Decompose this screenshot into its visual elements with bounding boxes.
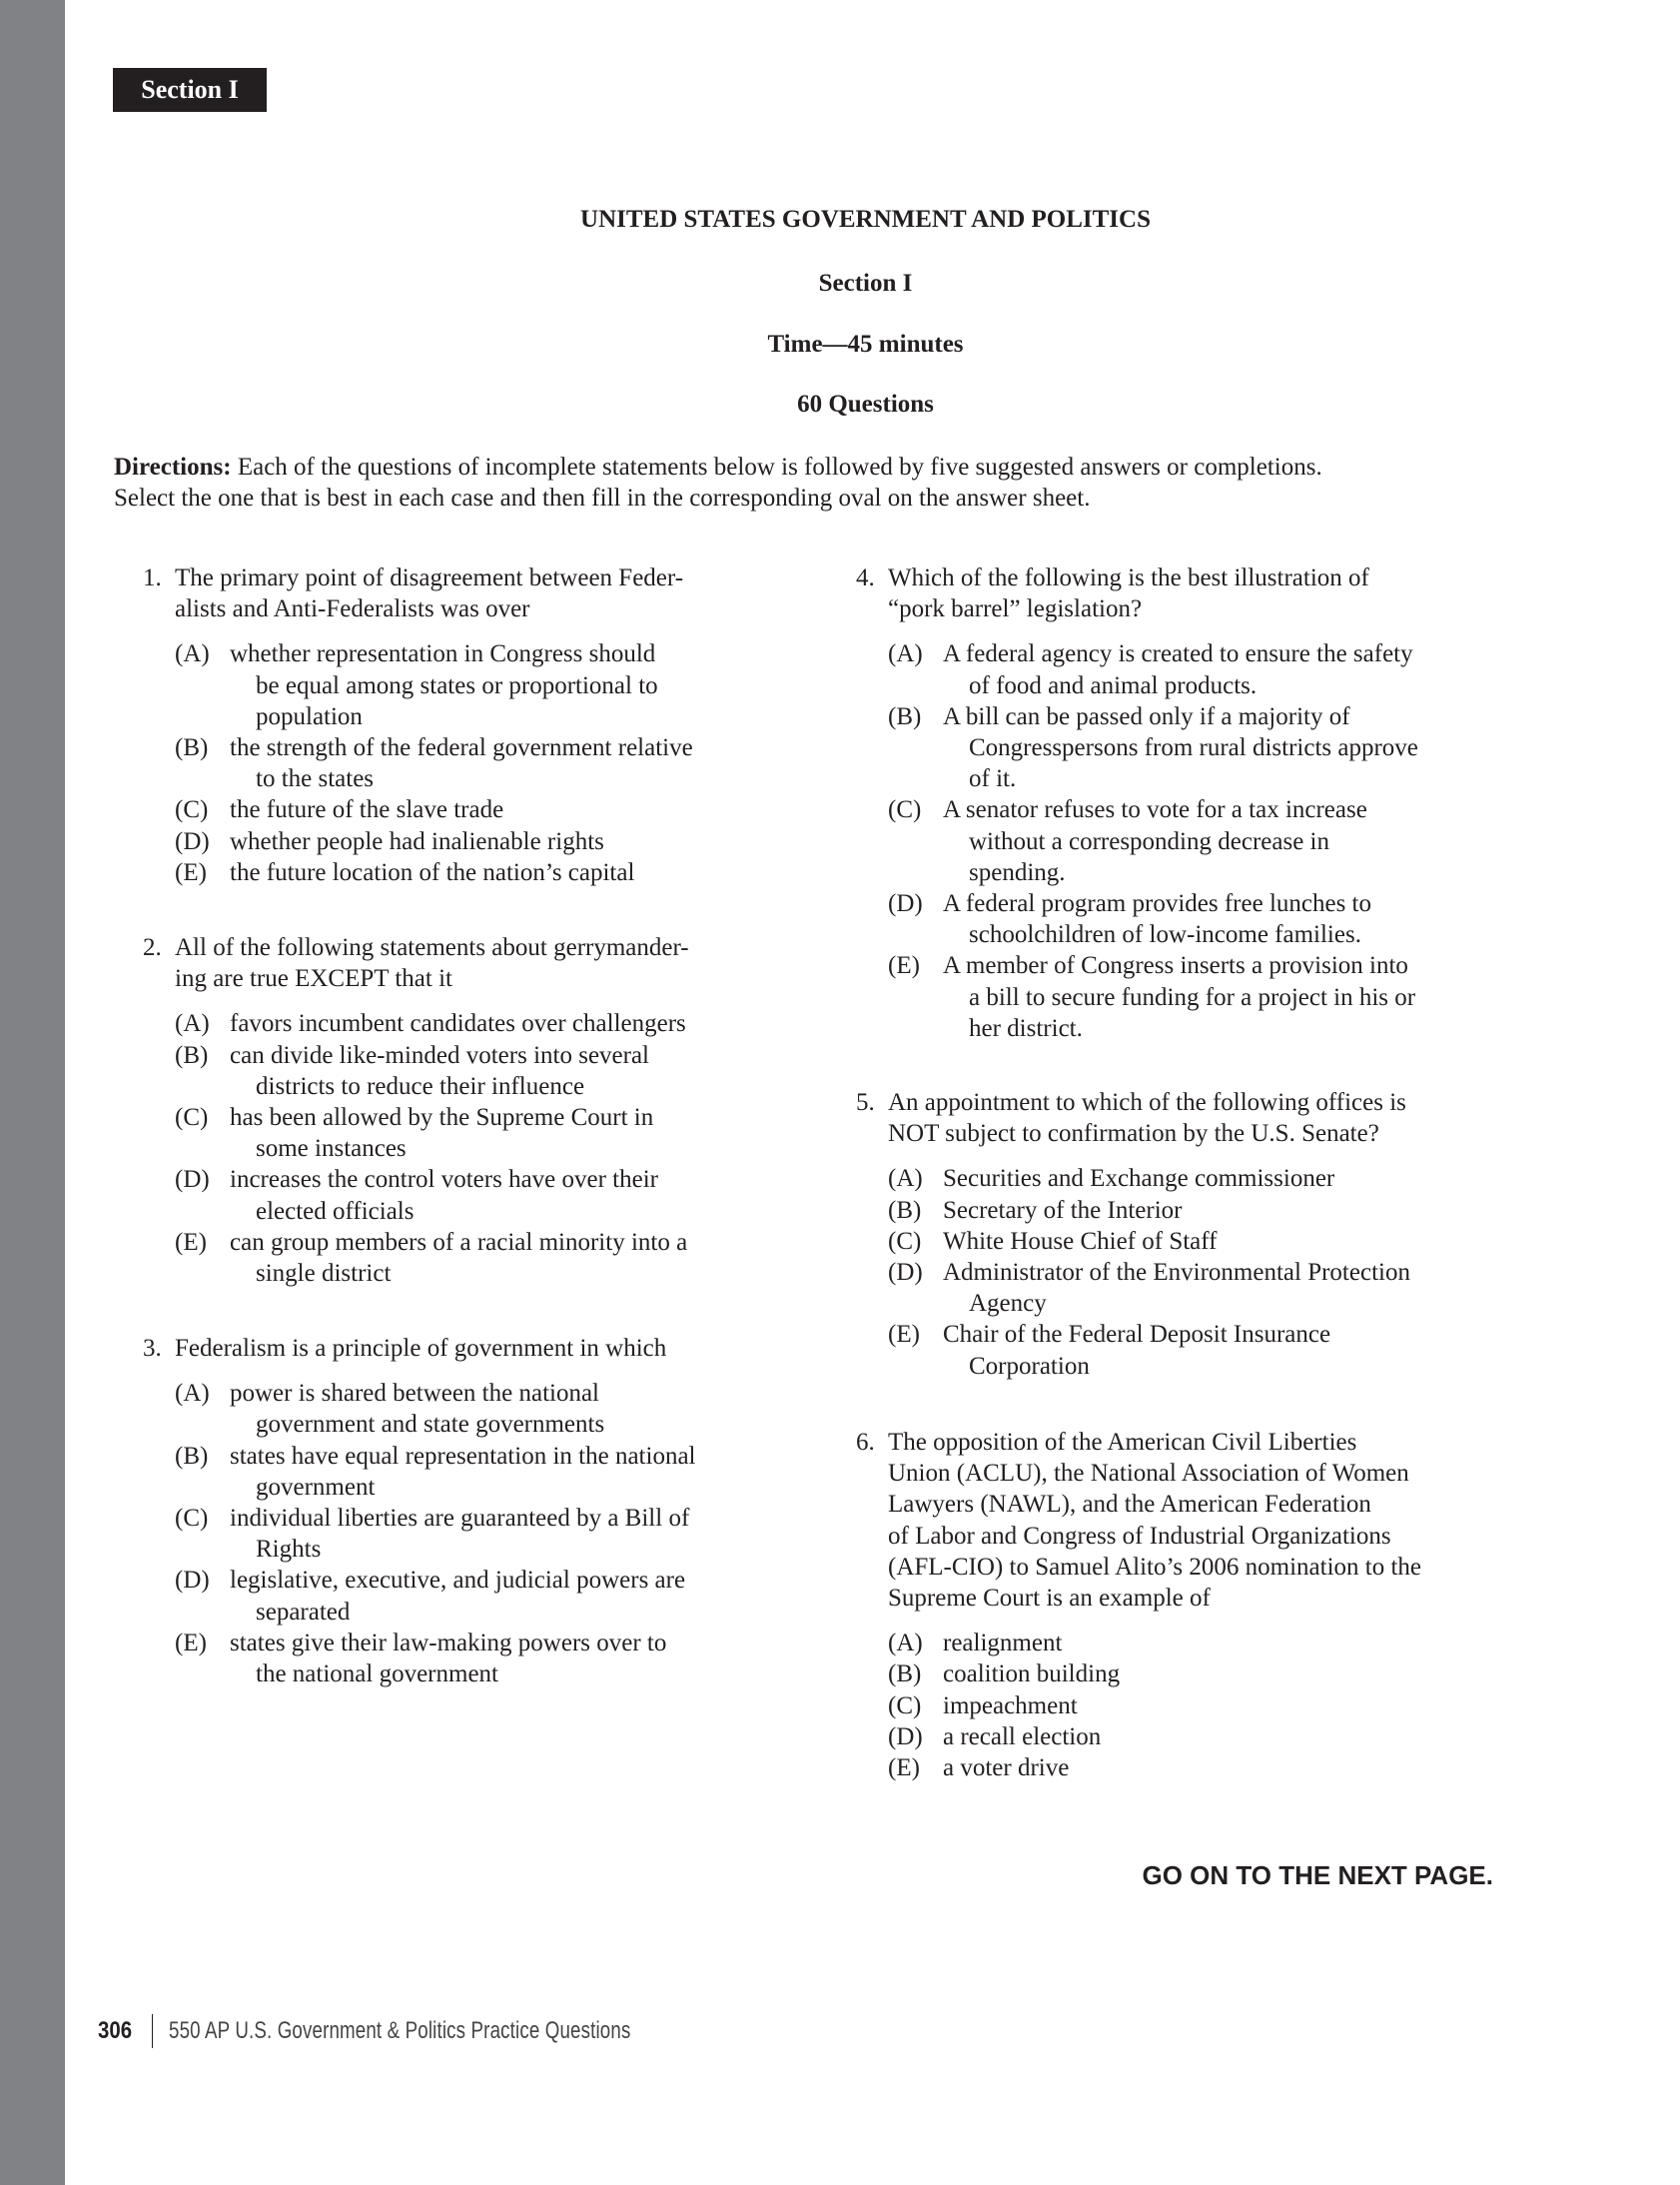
- directions: [114, 452, 1322, 514]
- option-text-line: of food and animal products.: [969, 671, 1258, 699]
- option-text-line: Agency: [969, 1290, 1047, 1318]
- stem-line: The primary point of disagreement between Feder-: [175, 564, 684, 591]
- question-stem: [888, 1087, 1410, 1149]
- question-number: 6.: [856, 1429, 875, 1456]
- option-letter: (B): [888, 702, 922, 730]
- option-text-line: has been allowed by the Supreme Court in: [230, 1104, 654, 1132]
- option-text-line: some instances: [256, 1135, 407, 1163]
- option-letter: (E): [888, 952, 920, 980]
- option-letter: (C): [175, 1505, 209, 1533]
- option-text-line: can divide like-minded voters into several: [230, 1041, 650, 1069]
- answer-option-e: [175, 1227, 689, 1289]
- answer-option-d: [175, 1164, 689, 1226]
- question-number: 2.: [143, 934, 162, 961]
- answer-option-e: [888, 1319, 1410, 1381]
- answer-option-c: [175, 794, 693, 825]
- option-text-line: separated: [256, 1598, 351, 1626]
- answer-option-d: [175, 1565, 696, 1627]
- option-text-line: without a corresponding decrease in: [969, 827, 1329, 855]
- stem-line: alists and Anti-Federalists was over: [175, 595, 530, 623]
- option-text-line: Securities and Exchange commissioner: [943, 1165, 1335, 1193]
- answer-options: [888, 638, 1418, 1044]
- answer-option-c: [175, 1102, 689, 1164]
- time-heading: [0, 331, 1673, 359]
- option-letter: (D): [888, 1259, 923, 1287]
- option-text-line: be equal among states or proportional to: [256, 671, 658, 699]
- option-text-line: White House Chief of Staff: [943, 1227, 1218, 1255]
- question-2: [143, 932, 689, 1289]
- option-text-line: whether people had inalienable rights: [230, 827, 604, 855]
- option-letter: (C): [175, 796, 209, 824]
- option-text-line: A federal program provides free lunches to: [943, 890, 1372, 918]
- stem-line: ing are true EXCEPT that it: [175, 965, 452, 993]
- answer-option-c: [888, 1690, 1421, 1721]
- stem-line: of Labor and Congress of Industrial Organizations: [888, 1522, 1391, 1550]
- option-letter: (A): [888, 1630, 923, 1657]
- option-text-line: states give their law-making powers over to: [230, 1629, 667, 1656]
- option-letter: (E): [175, 1629, 207, 1656]
- option-letter: (A): [888, 1165, 923, 1193]
- question-number: 5.: [856, 1089, 875, 1116]
- question-4: [856, 562, 1418, 1044]
- option-text-line: Rights: [256, 1536, 322, 1564]
- option-text-line: Chair of the Federal Deposit Insurance: [943, 1321, 1331, 1349]
- option-text-line: whether representation in Congress should: [230, 640, 656, 668]
- stem-line: “pork barrel” legislation?: [888, 595, 1143, 623]
- option-text-line: schoolchildren of low-income families.: [969, 921, 1361, 949]
- option-text-line: the national government: [256, 1660, 498, 1688]
- option-text-line: government and state governments: [256, 1411, 605, 1439]
- answer-options: [175, 1378, 696, 1689]
- answer-option-d: [888, 1257, 1410, 1319]
- option-text-line: to the states: [256, 765, 375, 793]
- option-text-line: of it.: [969, 765, 1017, 793]
- answer-option-b: [175, 732, 693, 794]
- option-text-line: Corporation: [969, 1352, 1090, 1380]
- directions-label: Directions:: [114, 454, 232, 481]
- answer-option-e: [888, 950, 1418, 1044]
- option-letter: (D): [888, 890, 923, 918]
- option-letter: (A): [175, 640, 210, 668]
- option-text-line: the future of the slave trade: [230, 796, 504, 824]
- option-letter: (A): [175, 1010, 210, 1038]
- question-1: [143, 562, 693, 888]
- question-number: 1.: [143, 564, 162, 591]
- option-text-line: realignment: [943, 1630, 1063, 1657]
- question-3: [143, 1333, 696, 1689]
- option-letter: (B): [175, 1442, 209, 1470]
- option-letter: (C): [888, 796, 922, 824]
- option-text-line: legislative, executive, and judicial powers are: [230, 1567, 686, 1595]
- answer-option-e: [175, 857, 693, 888]
- count-text: 60 Questions: [797, 391, 934, 418]
- answer-option-b: [888, 701, 1418, 795]
- option-text-line: a voter drive: [943, 1754, 1070, 1782]
- option-letter: (D): [175, 827, 210, 855]
- answer-option-b: [175, 1040, 689, 1102]
- option-letter: (D): [175, 1567, 210, 1595]
- answer-option-c: [888, 1226, 1410, 1257]
- question-stem: [175, 562, 693, 624]
- option-letter: (E): [888, 1754, 920, 1782]
- option-text-line: coalition building: [943, 1660, 1121, 1688]
- stem-line: NOT subject to confirmation by the U.S. Senate?: [888, 1120, 1379, 1148]
- stem-line: Union (ACLU), the National Association of Women: [888, 1460, 1409, 1488]
- option-text-line: Secretary of the Interior: [943, 1196, 1183, 1224]
- option-text-line: impeachment: [943, 1691, 1078, 1719]
- page-title: [0, 206, 1673, 234]
- option-letter: (E): [175, 858, 207, 886]
- answer-option-a: [888, 1163, 1410, 1194]
- footer: [98, 2014, 761, 2048]
- answer-option-d: [888, 888, 1418, 950]
- question-stem: [888, 1427, 1421, 1614]
- option-text-line: individual liberties are guaranteed by a Bill of: [230, 1505, 690, 1533]
- option-letter: (A): [888, 640, 923, 668]
- title-text: UNITED STATES GOVERNMENT AND POLITICS: [580, 206, 1151, 233]
- option-text-line: a bill to secure funding for a project in his or: [969, 983, 1416, 1011]
- question-6: [856, 1427, 1421, 1783]
- answer-option-a: [175, 1378, 696, 1440]
- option-text-line: states have equal representation in the national: [230, 1442, 696, 1470]
- option-letter: (B): [175, 734, 209, 762]
- question-number: 3.: [143, 1335, 162, 1362]
- answer-option-d: [175, 826, 693, 857]
- answer-options: [888, 1163, 1410, 1381]
- stem-line: Supreme Court is an example of: [888, 1585, 1211, 1613]
- option-text-line: the strength of the federal government relative: [230, 734, 693, 762]
- option-text-line: A senator refuses to vote for a tax increase: [943, 796, 1367, 824]
- footer-divider: [152, 2014, 153, 2048]
- answer-option-b: [888, 1658, 1421, 1689]
- stem-line: Federalism is a principle of government in which: [175, 1335, 667, 1362]
- option-letter: (D): [175, 1166, 210, 1194]
- go-on-notice: GO ON TO THE NEXT PAGE.: [1142, 1860, 1493, 1890]
- option-text-line: government: [256, 1473, 376, 1501]
- section-text: Section I: [818, 270, 913, 297]
- option-text-line: elected officials: [256, 1197, 415, 1225]
- option-text-line: A member of Congress inserts a provision into: [943, 952, 1408, 980]
- stem-line: Which of the following is the best illustration of: [888, 564, 1369, 591]
- question-number: 4.: [856, 564, 875, 591]
- option-text-line: single district: [256, 1260, 392, 1288]
- answer-options: [175, 638, 693, 888]
- question-5: [856, 1087, 1410, 1382]
- question-stem: [888, 562, 1418, 624]
- answer-option-b: [888, 1195, 1410, 1226]
- option-letter: (E): [888, 1321, 920, 1349]
- option-text-line: a recall election: [943, 1722, 1102, 1750]
- book-title: 550 AP U.S. Government & Politics Practice Questions: [169, 2017, 631, 2044]
- option-letter: (C): [888, 1227, 922, 1255]
- option-text-line: power is shared between the national: [230, 1380, 600, 1408]
- question-count: [0, 391, 1673, 419]
- answer-option-b: [175, 1441, 696, 1503]
- option-letter: (C): [175, 1104, 209, 1132]
- option-text-line: A federal agency is created to ensure the safety: [943, 640, 1413, 668]
- option-letter: (D): [888, 1722, 923, 1750]
- option-text-line: districts to reduce their influence: [256, 1072, 585, 1100]
- answer-option-d: [888, 1721, 1421, 1752]
- answer-option-e: [175, 1628, 696, 1689]
- option-text-line: A bill can be passed only if a majority of: [943, 702, 1350, 730]
- option-letter: (E): [175, 1228, 207, 1256]
- page-number: 306: [98, 2017, 133, 2044]
- option-letter: (B): [888, 1196, 922, 1224]
- answer-option-a: [888, 1628, 1421, 1658]
- answer-option-e: [888, 1752, 1421, 1783]
- directions-line1: Each of the questions of incomplete statements below is followed by five suggested answers or completions.: [231, 454, 1322, 481]
- question-stem: [175, 932, 689, 994]
- stem-line: An appointment to which of the following offices is: [888, 1089, 1406, 1116]
- answer-option-c: [175, 1503, 696, 1565]
- answer-option-a: [175, 1008, 689, 1039]
- answer-option-c: [888, 794, 1418, 888]
- answer-option-a: [888, 638, 1418, 700]
- option-text-line: increases the control voters have over their: [230, 1166, 658, 1194]
- stem-line: Lawyers (NAWL), and the American Federation: [888, 1491, 1371, 1519]
- time-text: Time—45 minutes: [767, 331, 964, 358]
- answer-options: [175, 1008, 689, 1289]
- stem-line: The opposition of the American Civil Liberties: [888, 1429, 1357, 1456]
- directions-line2: Select the one that is best in each case and then fill in the corresponding oval on the answer sheet.: [114, 485, 1091, 512]
- option-letter: (A): [175, 1380, 210, 1408]
- option-letter: (C): [888, 1691, 922, 1719]
- option-letter: (B): [175, 1041, 209, 1069]
- option-text-line: spending.: [969, 858, 1066, 886]
- page-edge-bar: [0, 0, 65, 2185]
- stem-line: (AFL-CIO) to Samuel Alito’s 2006 nomination to the: [888, 1553, 1421, 1581]
- option-text-line: Administrator of the Environmental Protection: [943, 1259, 1410, 1287]
- option-text-line: the future location of the nation’s capital: [230, 858, 635, 886]
- answer-options: [888, 1628, 1421, 1783]
- option-text-line: Congresspersons from rural districts approve: [969, 734, 1418, 762]
- option-text-line: population: [256, 702, 363, 730]
- stem-line: All of the following statements about gerrymander-: [175, 934, 689, 961]
- option-text-line: her district.: [969, 1014, 1083, 1042]
- question-stem: [175, 1333, 696, 1364]
- option-text-line: favors incumbent candidates over challengers: [230, 1010, 686, 1038]
- section-tab: Section I: [113, 68, 267, 112]
- option-letter: (B): [888, 1660, 922, 1688]
- option-text-line: can group members of a racial minority into a: [230, 1228, 688, 1256]
- answer-option-a: [175, 638, 693, 732]
- section-heading: [0, 270, 1673, 298]
